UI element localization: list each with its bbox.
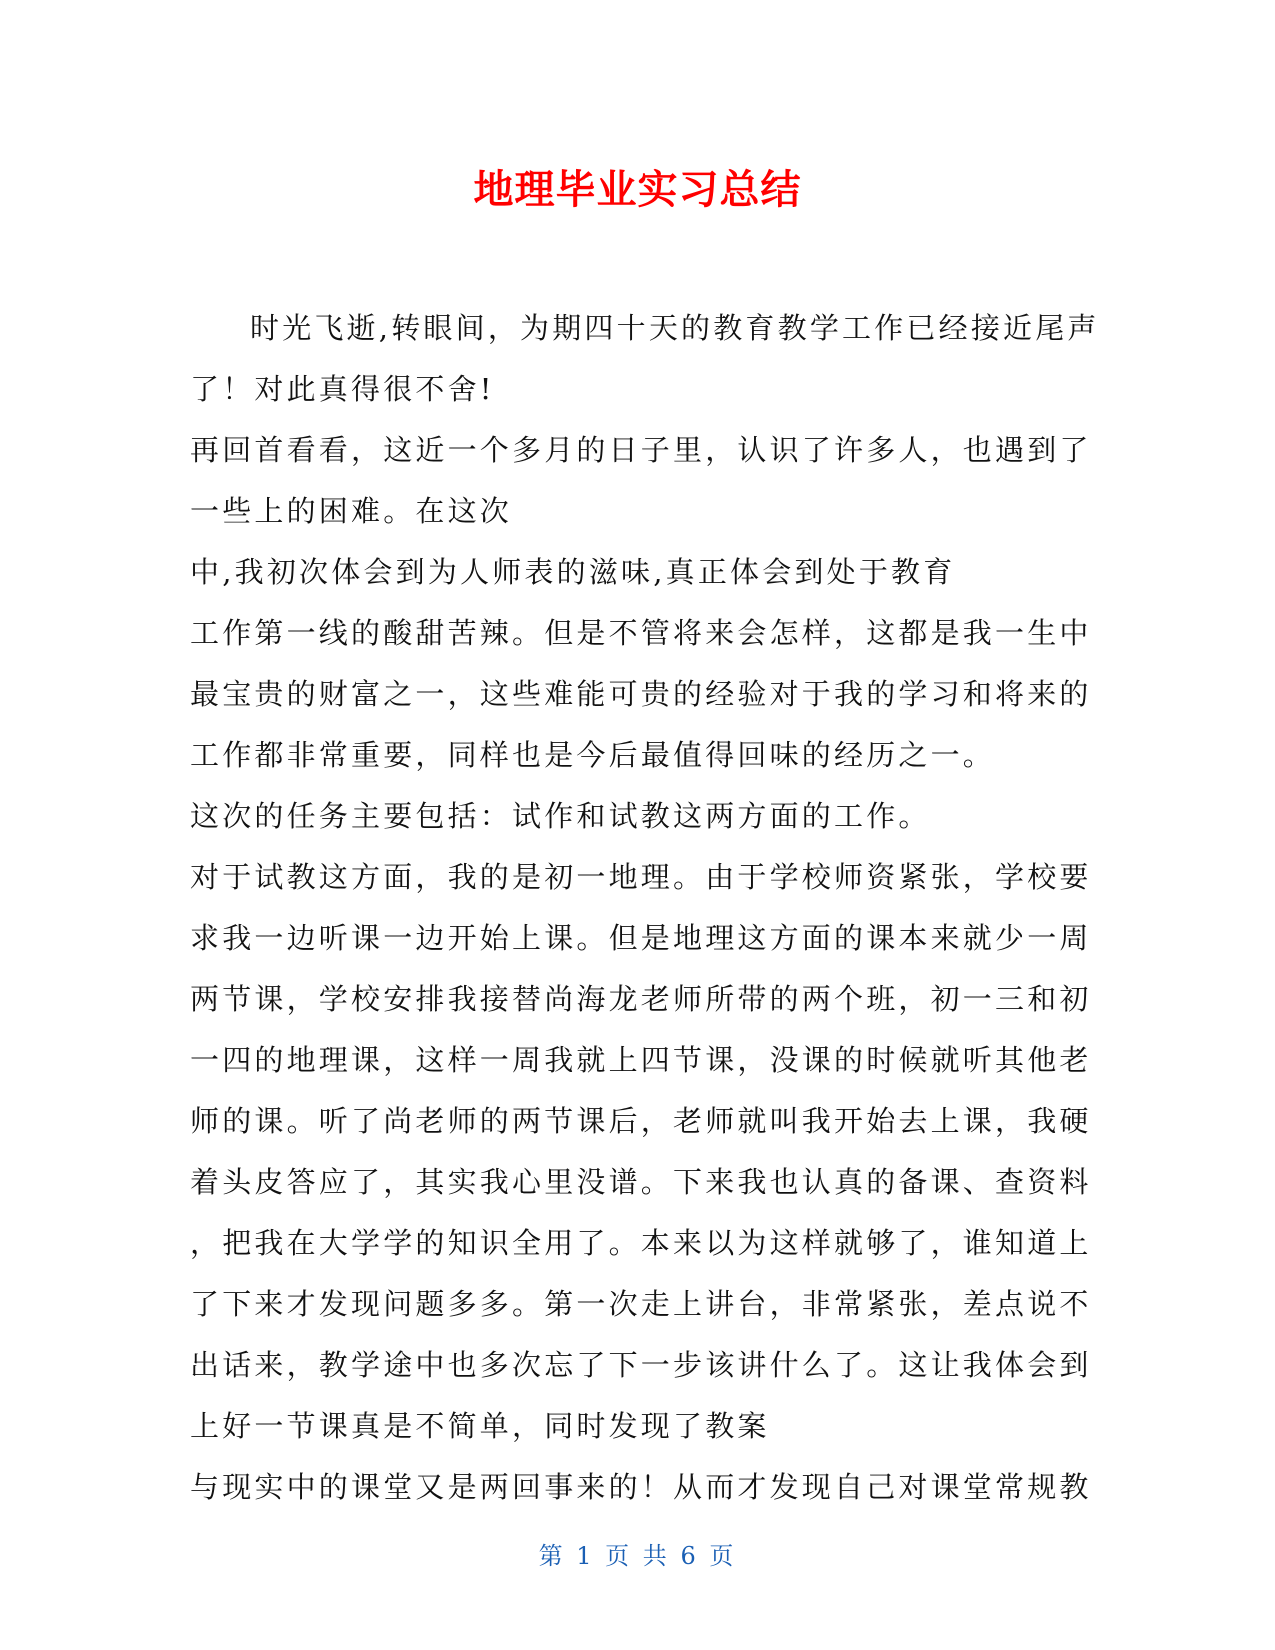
document-body	[190, 298, 1100, 1518]
body-line: 这次的任务主要包括：试作和试教这两方面的工作。	[190, 799, 931, 833]
body-line: 出话来，教学途中也多次忘了下一步该讲什么了。这让我体会到	[190, 1348, 1092, 1382]
body-line: 再回首看看，这近一个多月的日子里，认识了许多人，也遇到了	[190, 433, 1092, 467]
document-title: 地理毕业实习总结	[473, 167, 802, 213]
body-line: 师的课。听了尚老师的两节课后，老师就叫我开始去上课，我硬	[190, 1104, 1092, 1138]
body-line: 了下来才发现问题多多。第一次走上讲台，非常紧张，差点说不	[190, 1287, 1092, 1321]
body-line: 与现实中的课堂又是两回事来的！从而才发现自己对课堂常规教	[190, 1470, 1092, 1504]
body-line: 中,我初次体会到为人师表的滋味,真正体会到处于教育	[190, 555, 956, 589]
body-line: 最宝贵的财富之一，这些难能可贵的经验对于我的学习和将来的	[190, 677, 1092, 711]
body-line: 一些上的困难。在这次	[190, 494, 513, 528]
body-line: 一四的地理课，这样一周我就上四节课，没课的时候就听其他老	[190, 1043, 1092, 1077]
body-line: 了！对此真得很不舍!	[190, 372, 495, 406]
body-line: 工作都非常重要，同样也是今后最值得回味的经历之一。	[190, 738, 996, 772]
body-line: 工作第一线的酸甜苦辣。但是不管将来会怎样，这都是我一生中	[190, 616, 1092, 650]
page-number-footer: 第 1 页 共 6 页	[538, 1542, 737, 1570]
body-line: 对于试教这方面，我的是初一地理。由于学校师资紧张，学校要	[190, 860, 1092, 894]
body-line: 着头皮答应了，其实我心里没谱。下来我也认真的备课、查资料	[190, 1165, 1092, 1199]
body-line: 时光飞逝,转眼间，为期四十天的教育教学工作已经接近尾声	[250, 311, 1100, 345]
body-line: 两节课，学校安排我接替尚海龙老师所带的两个班，初一三和初	[190, 982, 1092, 1016]
body-line: 求我一边听课一边开始上课。但是地理这方面的课本来就少一周	[190, 921, 1092, 955]
body-line: ，把我在大学学的知识全用了。本来以为这样就够了，谁知道上	[190, 1226, 1092, 1260]
body-line: 上好一节课真是不简单，同时发现了教案	[190, 1409, 770, 1443]
